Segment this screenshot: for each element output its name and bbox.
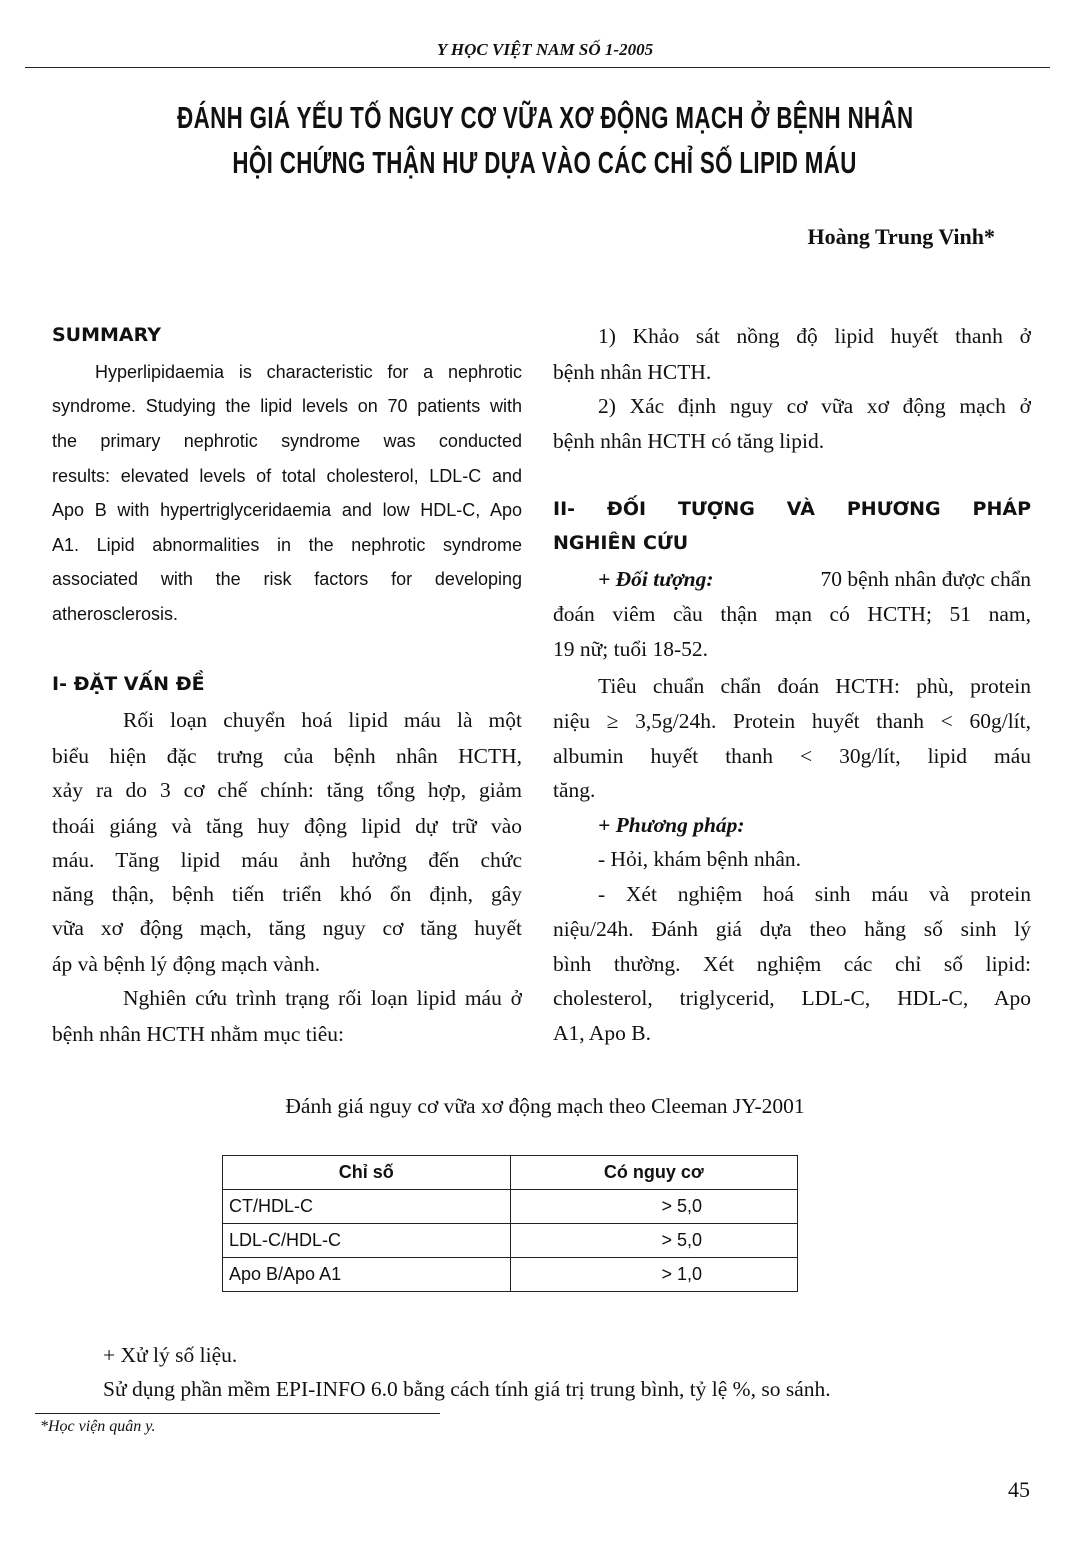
- objective-line: 1) Khảo sát nồng độ lipid huyết thanh ở: [598, 324, 1031, 348]
- column-header: Có nguy cơ: [510, 1156, 798, 1190]
- page-number: 45: [1008, 1477, 1030, 1502]
- footnote-rule: [35, 1413, 440, 1414]
- table-header-row: [223, 1156, 798, 1190]
- summary-line: the primary nephrotic syndrome was conducted: [52, 431, 522, 451]
- summary-line: A1. Lipid abnormalities in the nephrotic syndrome: [52, 535, 522, 555]
- body-line: biểu hiện đặc trưng của bệnh nhân HCTH,: [52, 744, 522, 768]
- table-cell: Apo B/Apo A1: [223, 1258, 511, 1292]
- body-line: Tiêu chuẩn chẩn đoán HCTH: phù, protein: [598, 674, 1031, 698]
- author: Hoàng Trung Vinh*: [807, 224, 995, 249]
- section-2-heading: NGHIÊN CỨU: [553, 532, 689, 554]
- objective-line: 2) Xác định nguy cơ vữa xơ động mạch ở: [598, 394, 1031, 418]
- summary-line: syndrome. Studying the lipid levels on 70 patients with: [52, 396, 522, 416]
- risk-table: [222, 1155, 798, 1292]
- table-row: [223, 1224, 798, 1258]
- header-rule: [25, 67, 1050, 68]
- section-2-heading: II- ĐỐI TƯỢNG VÀ PHƯƠNG PHÁP: [553, 498, 1031, 520]
- summary-line: atherosclerosis.: [52, 604, 179, 624]
- title-line-1: ĐÁNH GIÁ YẾU TỐ NGUY CƠ VỮA XƠ ĐỘNG MẠCH Ở BỆNH NHÂN: [176, 100, 914, 135]
- objective-line: bệnh nhân HCTH có tăng lipid.: [553, 429, 825, 453]
- section-1-heading: I- ĐẶT VẤN ĐỀ: [52, 673, 205, 695]
- body-line: 19 nữ; tuổi 18-52.: [553, 637, 708, 661]
- table-cell: CT/HDL-C: [223, 1190, 511, 1224]
- data-processing-text: Sử dụng phần mềm EPI-INFO 6.0 bằng cách tính giá trị trung bình, tỷ lệ %, so sánh.: [103, 1377, 831, 1401]
- objective-line: bệnh nhân HCTH.: [553, 360, 712, 384]
- data-processing-label: + Xử lý số liệu.: [103, 1343, 238, 1367]
- table-caption: Đánh giá nguy cơ vữa xơ động mạch theo Cleeman JY-2001: [285, 1094, 805, 1118]
- subjects-line: [598, 562, 1031, 596]
- body-line: bệnh nhân HCTH nhằm mục tiêu:: [52, 1022, 344, 1046]
- subjects-label: + Đối tượng:: [598, 567, 714, 591]
- body-line: - Hỏi, khám bệnh nhân.: [598, 847, 802, 871]
- body-line: A1, Apo B.: [553, 1021, 651, 1045]
- body-line: albumin huyết thanh < 30g/lít, lipid máu: [553, 744, 1031, 768]
- table-cell: > 5,0: [510, 1190, 798, 1224]
- body-line: áp và bệnh lý động mạch vành.: [52, 952, 321, 976]
- summary-line: associated with the risk factors for developing: [52, 569, 522, 589]
- footnote: *Học viện quân y.: [40, 1418, 156, 1435]
- body-line: máu. Tăng lipid máu ảnh hưởng đến chức: [52, 848, 522, 872]
- summary-line: Hyperlipidaemia is characteristic for a nephrotic: [95, 362, 522, 382]
- body-line: tăng.: [553, 778, 596, 802]
- body-line: Nghiên cứu trình trạng rối loạn lipid máu ở: [123, 986, 522, 1010]
- table-cell: > 1,0: [510, 1258, 798, 1292]
- body-line: bình thường. Xét nghiệm các chỉ số lipid:: [553, 952, 1031, 976]
- body-line: vữa xơ động mạch, tăng nguy cơ tăng huyết: [52, 916, 522, 940]
- summary-line: results: elevated levels of total cholesterol, LDL-C and: [52, 466, 522, 486]
- method-label: + Phương pháp:: [598, 813, 745, 837]
- body-line: niệu ≥ 3,5g/24h. Protein huyết thanh < 60g/lít,: [553, 709, 1031, 733]
- column-header: Chỉ số: [223, 1156, 511, 1190]
- subjects-text: 70 bệnh nhân được chẩn: [820, 567, 1031, 591]
- table-cell: LDL-C/HDL-C: [223, 1224, 511, 1258]
- summary-line: Apo B with hypertriglyceridaemia and low HDL-C, Apo: [52, 500, 522, 520]
- running-header: Y HỌC VIỆT NAM SỐ 1-2005: [436, 40, 654, 59]
- body-line: đoán viêm cầu thận mạn có HCTH; 51 nam,: [553, 602, 1031, 626]
- body-line: niệu/24h. Đánh giá dựa theo hằng số sinh lý: [553, 917, 1031, 941]
- table-cell: > 5,0: [510, 1224, 798, 1258]
- body-line: xảy ra do 3 cơ chế chính: tăng tổng hợp, giảm: [52, 778, 522, 802]
- table-row: [223, 1190, 798, 1224]
- body-line: thoái giáng và tăng huy động lipid dự trữ vào: [52, 814, 522, 838]
- table-row: [223, 1258, 798, 1292]
- body-line: cholesterol, triglycerid, LDL-C, HDL-C, Apo: [553, 986, 1031, 1010]
- body-line: năng thận, bệnh tiến triển khó ổn định, gây: [52, 882, 522, 906]
- body-line: Rối loạn chuyển hoá lipid máu là một: [123, 708, 522, 732]
- title-line-2: HỘI CHỨNG THẬN HƯ DỰA VÀO CÁC CHỈ SỐ LIPID MÁU: [232, 145, 858, 180]
- body-line: - Xét nghiệm hoá sinh máu và protein: [598, 882, 1031, 906]
- summary-heading: SUMMARY: [52, 324, 161, 346]
